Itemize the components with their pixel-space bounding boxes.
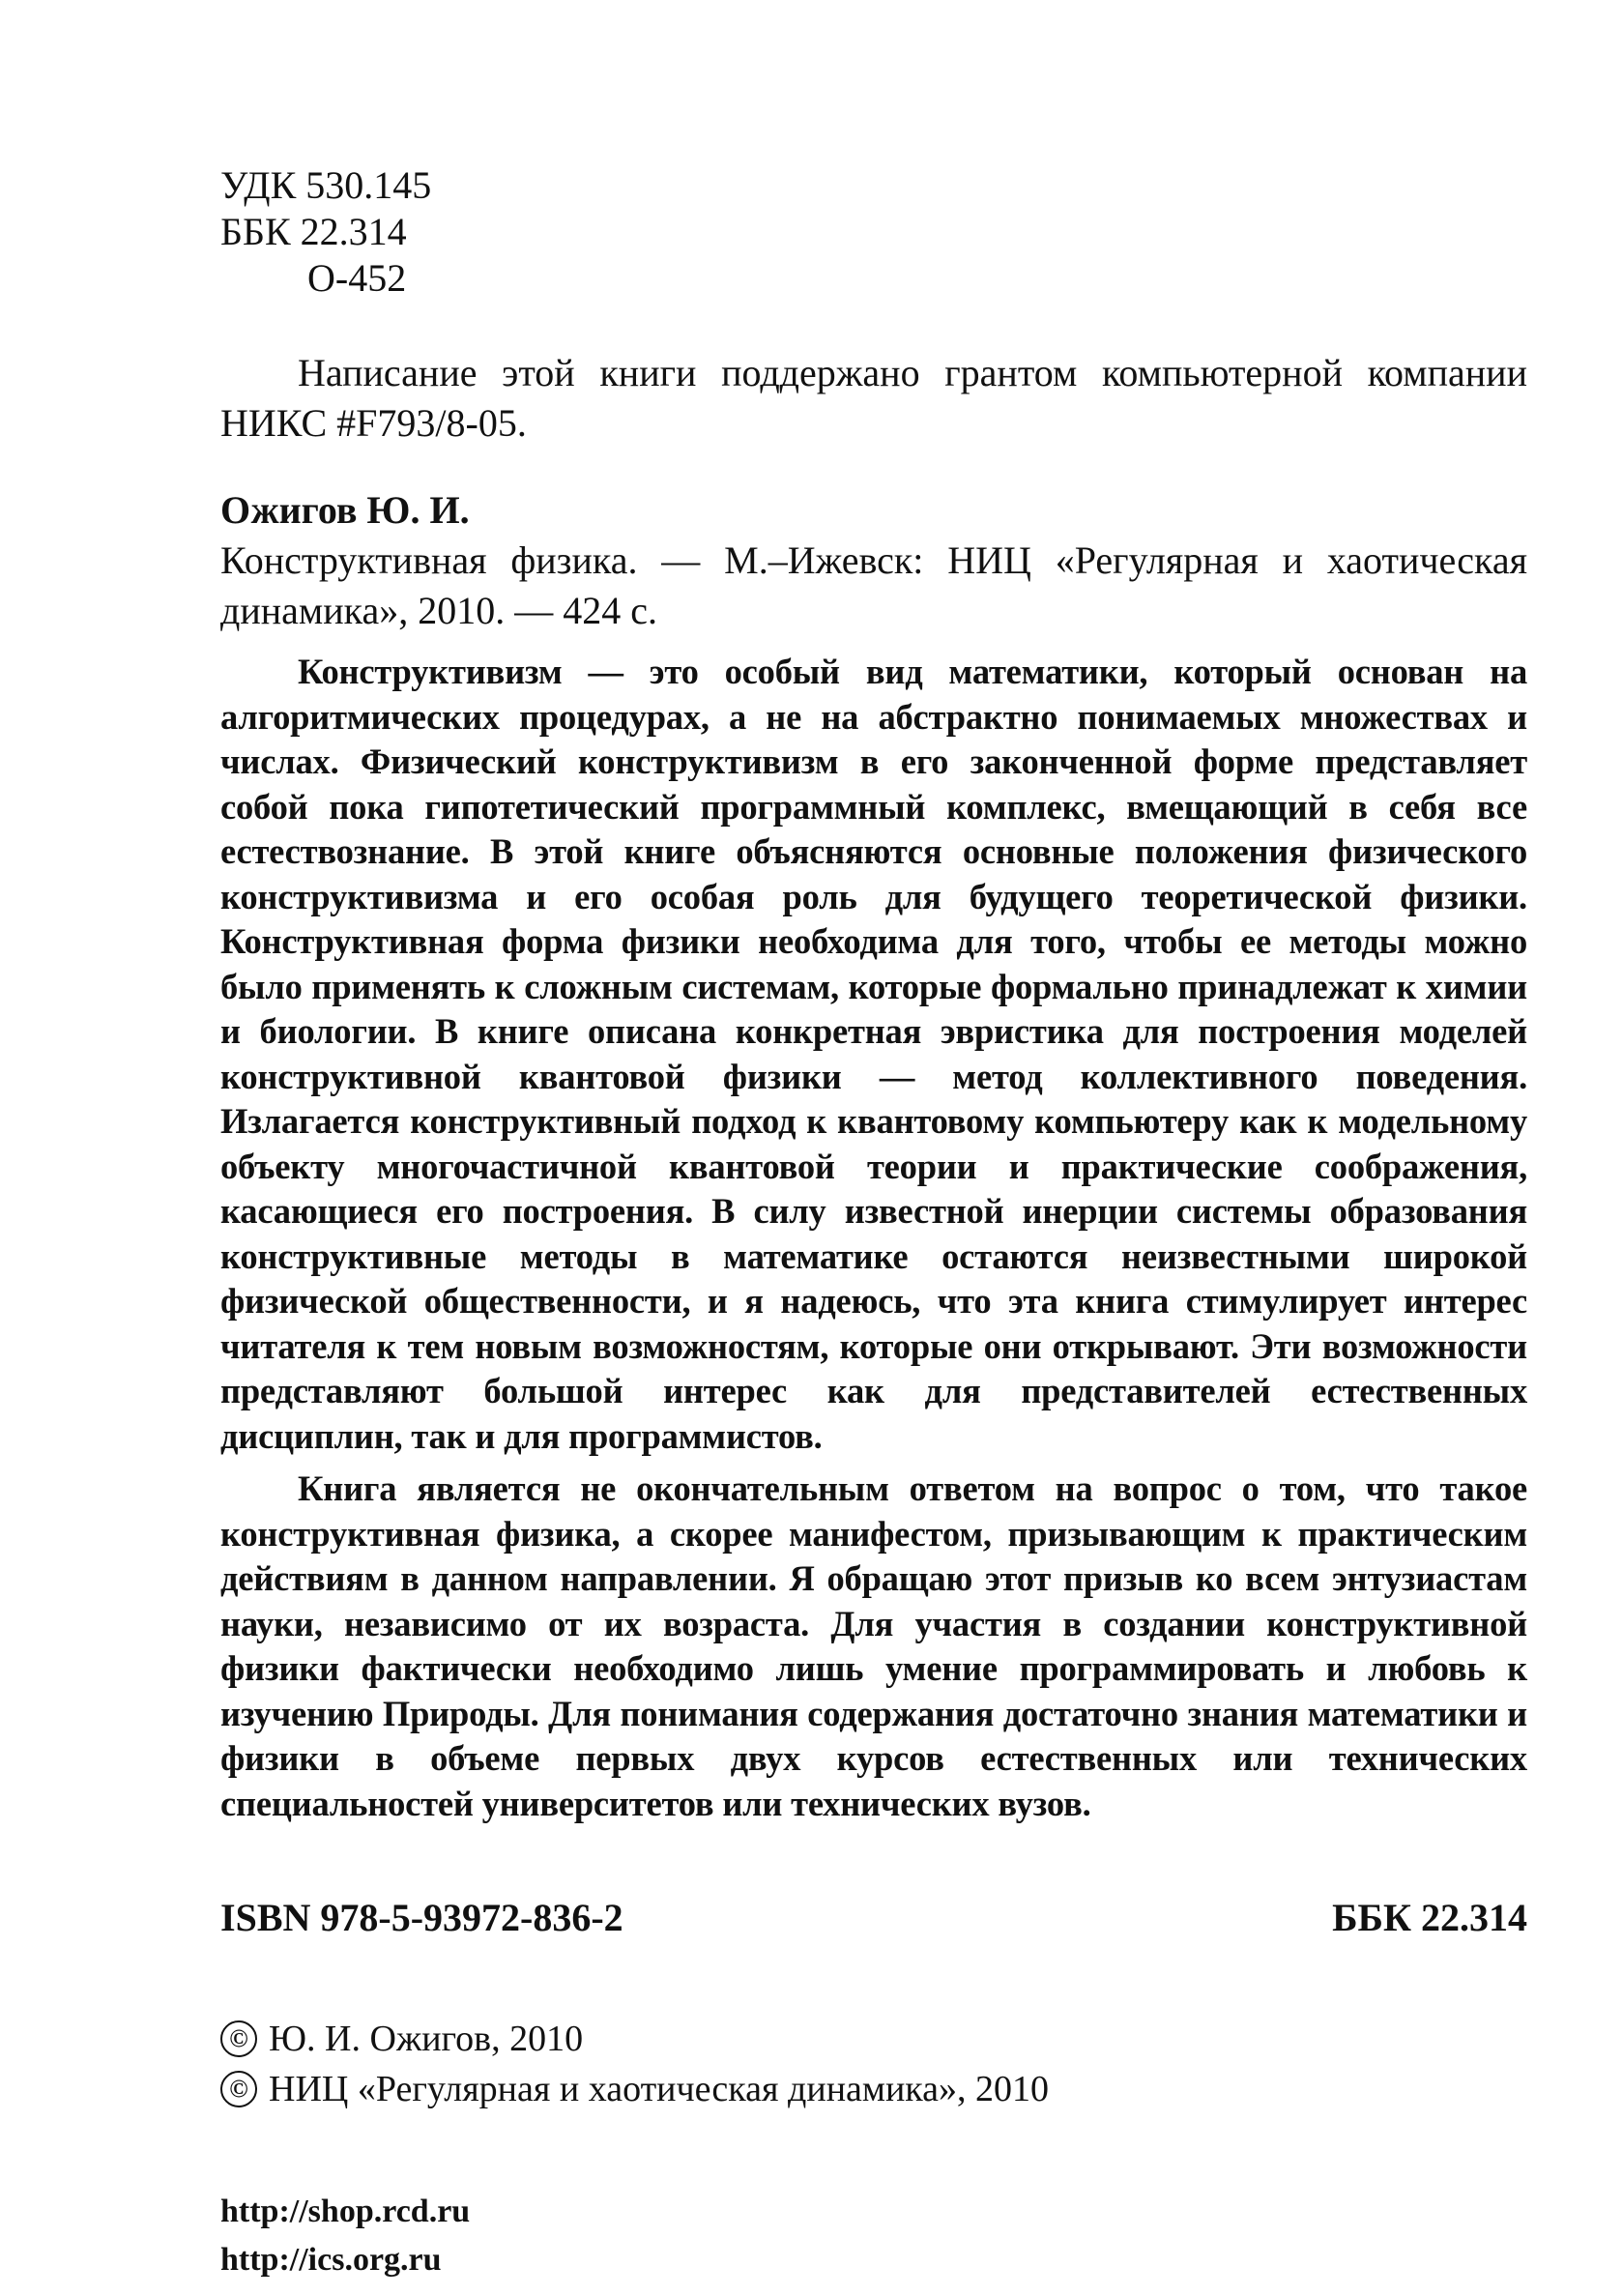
udk-code: УДК 530.145 (220, 163, 432, 207)
book-abstract (220, 650, 1527, 1826)
copyright-icon: © (220, 2020, 257, 2057)
isbn-number: ISBN 978-5-93972-836-2 (220, 1896, 623, 1939)
publisher-links (220, 2188, 1527, 2284)
copyright-publisher (220, 2064, 1527, 2114)
copyright-publisher-text: НИЦ «Регулярная и хаотическая динамика», 2010 (269, 2069, 1050, 2109)
abstract-paragraph: Конструктивизм — это особый вид математики, который основан на алгоритмических процедурах, а не на абстрактно понимаемых множествах и числах. Физический конструктивизм в его законченной форме представляет собой пока гипотетический программный комплекс, вмещающий в себя все естествознание. В этой книге объясняются основные положения физического конструктивизма и его особая роль для будущего теоретической физики. Конструктивная форма физики необходима для того, чтобы ее методы можно было применять к сложным системам, которые формально принадлежат к химии и биологии. В книге описана конкретная эвристика для построения моделей конструктивной квантовой физики — метод коллективного поведения. Излагается конструктивный подход к квантовому компьютеру как к модельному объекту многочастичной квантовой теории и практические соображения, касающиеся его построения. В силу известной инерции системы образования конструктивные методы в математике остаются неизвестными широкой физической общественности, и я надеюсь, что эта книга стимулирует интерес читателя к тем новым возможностям, которые они открывают. Эти возможности представляют большой интерес как для представителей естественных дисциплин, так и для программистов. (220, 652, 1527, 1456)
copyright-icon: © (220, 2071, 257, 2107)
author-code: О-452 (307, 256, 407, 300)
isbn-bbk-code: ББК 22.314 (1332, 1896, 1527, 1939)
ics-link[interactable]: http://ics.org.ru (220, 2242, 442, 2278)
copyright-page (220, 162, 1527, 2284)
classification-block (220, 162, 1527, 302)
grant-note: Написание этой книги поддержано грантом компьютерной компании НИКС #F793/8-05. (220, 351, 1527, 445)
copyright-author (220, 2014, 1527, 2064)
book-author: Ожигов Ю. И. (220, 488, 470, 532)
bibliographic-record: Конструктивная физика. — М.–Ижевск: НИЦ «Регулярная и хаотическая динамика», 2010. — 424 с. (220, 538, 1527, 632)
abstract-paragraph: Книга является не окончательным ответом на вопрос о том, что такое конструктивная физика, а скорее манифестом, призывающим к практическим действиям в данном направлении. Я обращаю этот призыв ко всем энтузиастам науки, независимо от их возраста. Для участия в создании конструктивной физики фактически необходимо лишь умение программировать и любовь к изучению Природы. Для понимания содержания достаточно знания математики и физики в объеме первых двух курсов естественных или технических специальностей университетов или технических вузов. (220, 1468, 1527, 1823)
copyright-block (220, 2014, 1527, 2114)
copyright-author-text: Ю. И. Ожигов, 2010 (269, 2019, 584, 2059)
isbn-row (220, 1894, 1527, 1942)
shop-link[interactable]: http://shop.rcd.ru (220, 2194, 471, 2229)
bbk-code: ББК 22.314 (220, 210, 407, 253)
